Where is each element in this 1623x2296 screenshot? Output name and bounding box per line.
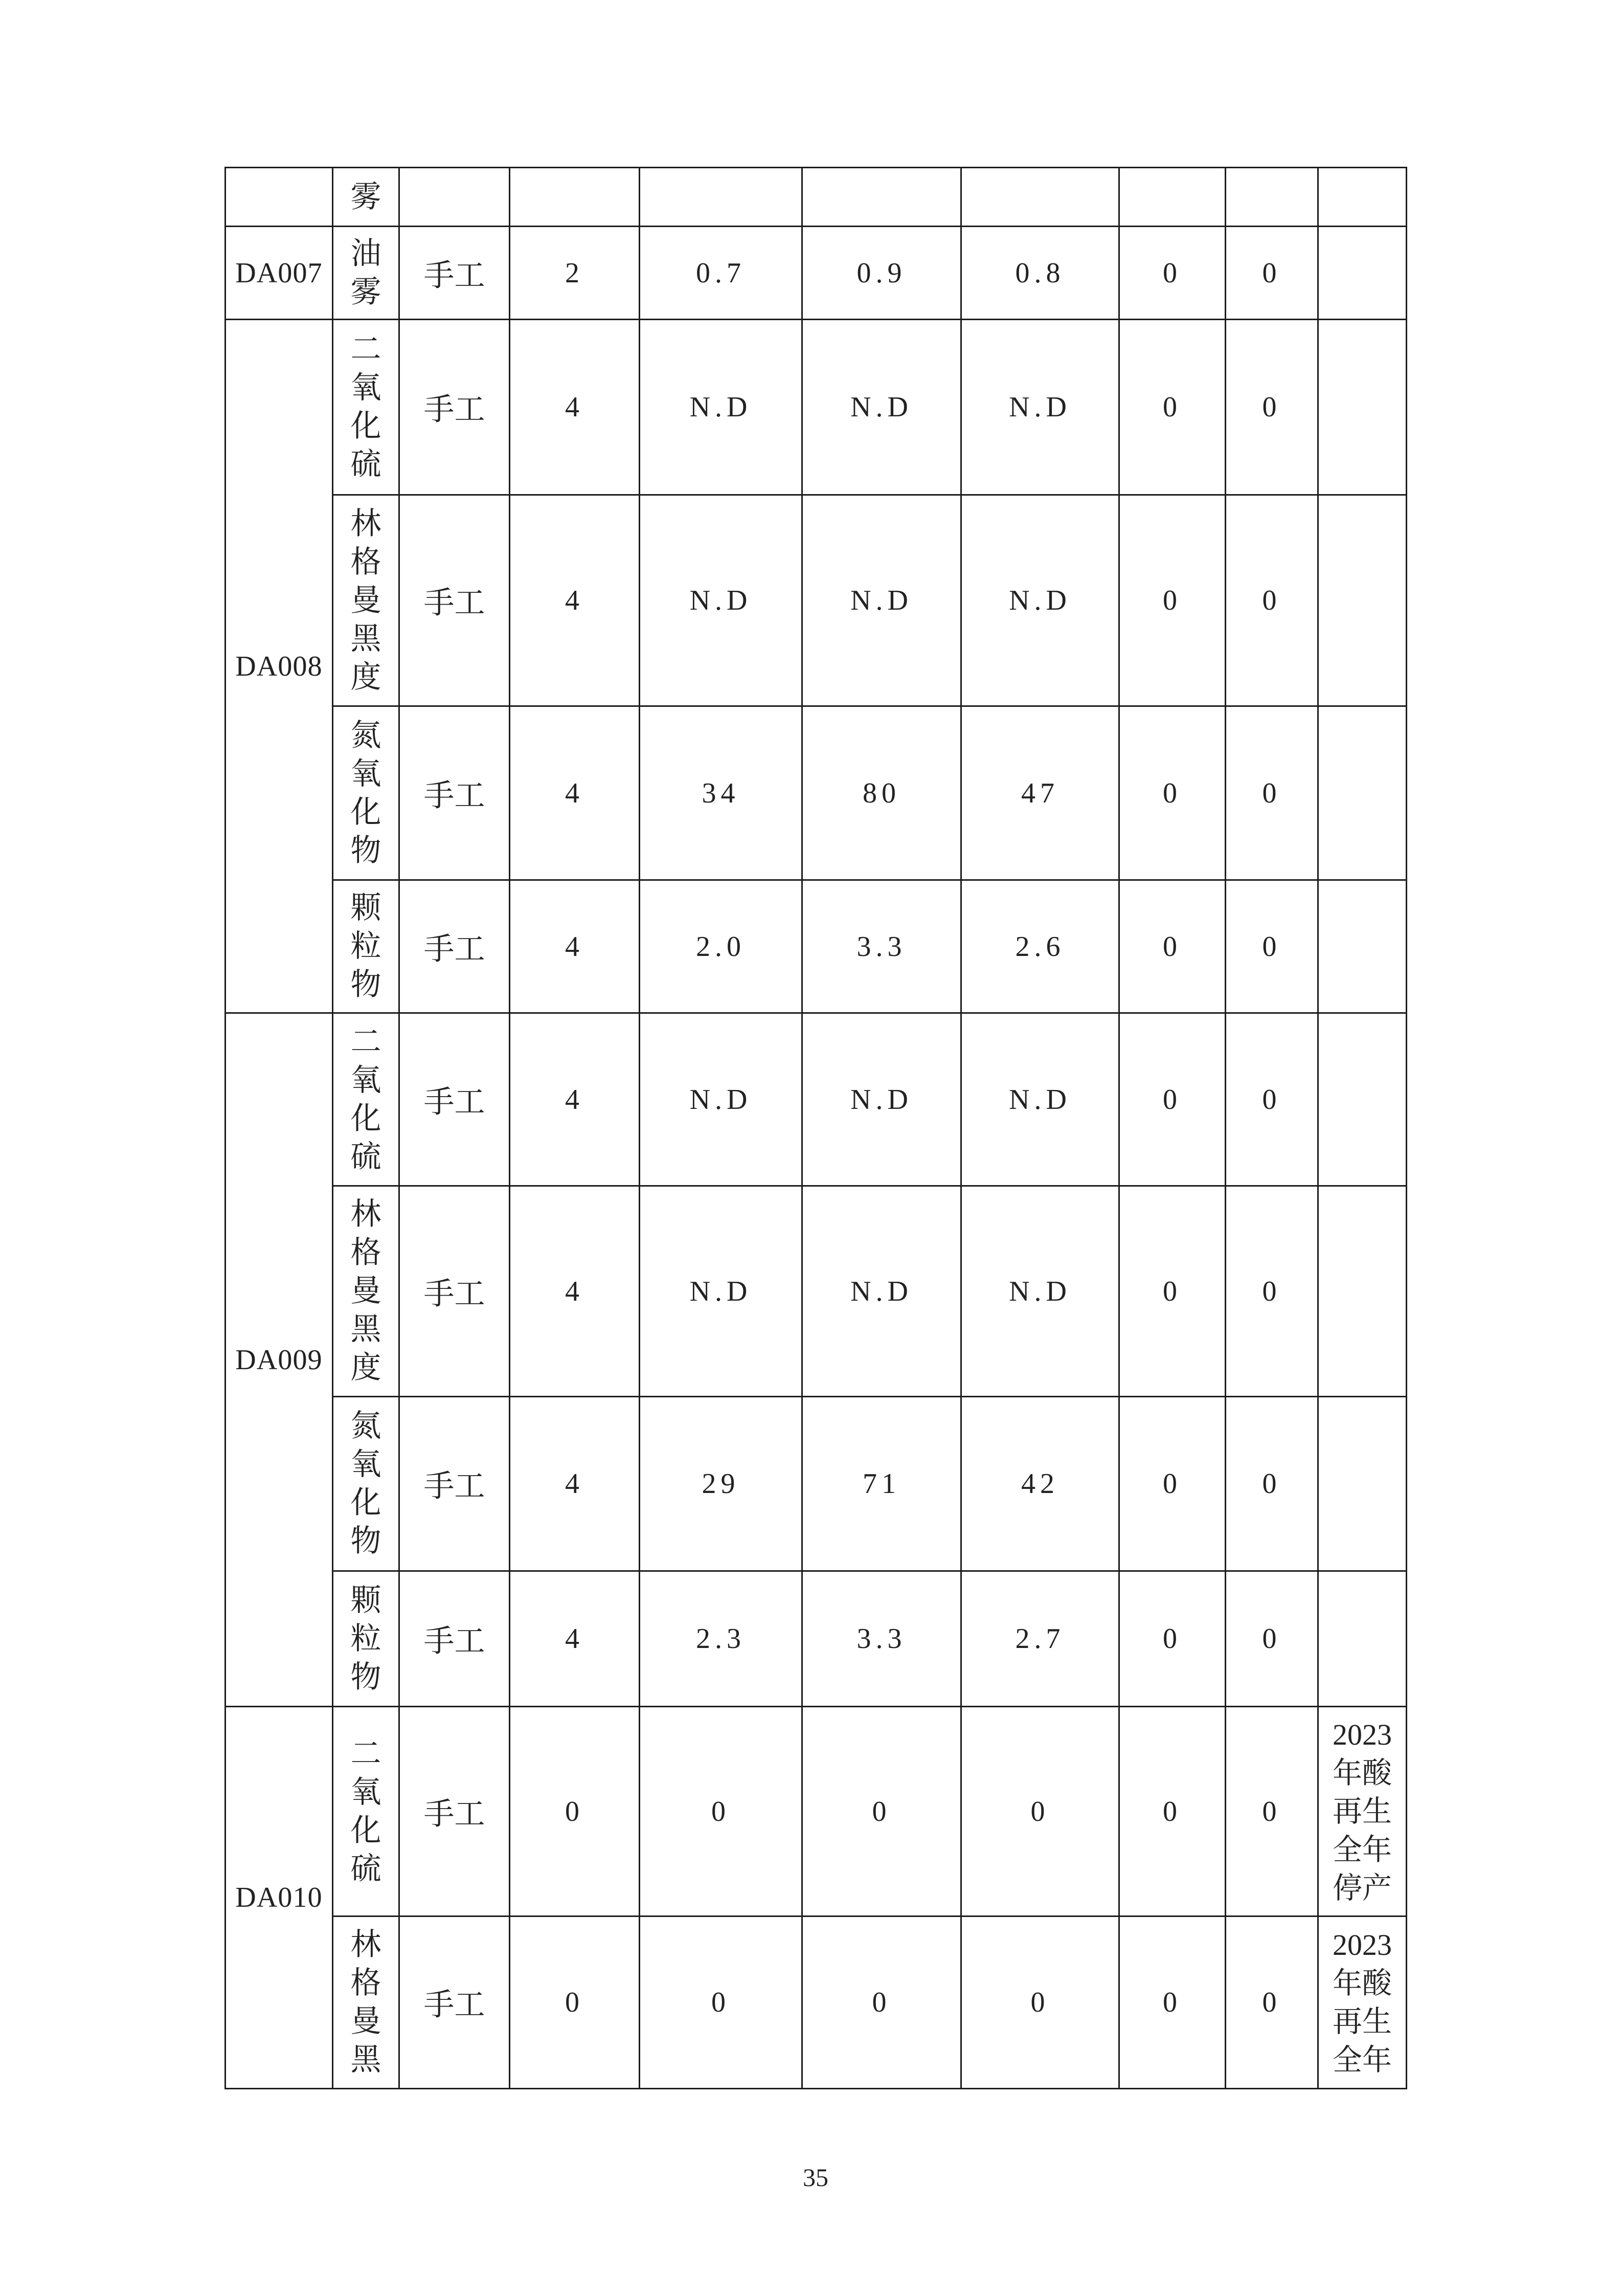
table-row	[226, 227, 1407, 320]
min-cell: N.D	[640, 320, 802, 495]
pollutant-label: 林格曼黑度	[350, 506, 381, 694]
max-cell: 3.3	[802, 1571, 961, 1707]
remark-cell	[1318, 1707, 1407, 1916]
pollutant-label: 雾	[350, 180, 381, 214]
min-cell: N.D	[640, 1186, 802, 1397]
method-cell: 手工	[399, 1571, 510, 1707]
col8-cell: 0	[1119, 880, 1226, 1013]
avg-cell: 2.6	[961, 880, 1119, 1013]
avg-cell: 0	[961, 1916, 1119, 2089]
avg-cell: 2.7	[961, 1571, 1119, 1707]
col9-cell: 0	[1226, 1571, 1318, 1707]
pollutant-label: 油雾	[350, 236, 381, 309]
count-cell: 4	[510, 1013, 640, 1186]
avg-cell	[961, 168, 1119, 227]
pollutant-cell	[333, 320, 399, 495]
method-cell: 手工	[399, 1707, 510, 1916]
min-cell: 0.7	[640, 227, 802, 320]
col9-cell	[1226, 168, 1318, 227]
count-cell: 0	[510, 1707, 640, 1916]
col8-cell: 0	[1119, 227, 1226, 320]
avg-cell: 42	[961, 1397, 1119, 1571]
col8-cell: 0	[1119, 1013, 1226, 1186]
pollutant-cell	[333, 168, 399, 227]
pollutant-cell	[333, 227, 399, 320]
method-cell: 手工	[399, 880, 510, 1013]
table-row	[226, 320, 1407, 495]
max-cell: N.D	[802, 1013, 961, 1186]
pollutant-cell	[333, 1013, 399, 1186]
max-cell: N.D	[802, 1186, 961, 1397]
count-cell: 4	[510, 1186, 640, 1397]
count-cell: 4	[510, 1571, 640, 1707]
col8-cell	[1119, 168, 1226, 227]
pollutant-label: 颗粒物	[350, 891, 381, 1001]
remark-cell	[1318, 1571, 1407, 1707]
method-cell: 手工	[399, 320, 510, 495]
pollutant-cell	[333, 1571, 399, 1707]
max-cell: 0.9	[802, 227, 961, 320]
col8-cell: 0	[1119, 1707, 1226, 1916]
max-cell: N.D	[802, 320, 961, 495]
pollutant-cell	[333, 1916, 399, 2089]
col8-cell: 0	[1119, 1186, 1226, 1397]
avg-cell: N.D	[961, 320, 1119, 495]
outlet-cell: DA007	[226, 227, 333, 320]
col8-cell: 0	[1119, 706, 1226, 880]
min-cell: 34	[640, 706, 802, 880]
col8-cell: 0	[1119, 320, 1226, 495]
col9-cell: 0	[1226, 320, 1318, 495]
col9-cell: 0	[1226, 227, 1318, 320]
min-cell: 29	[640, 1397, 802, 1571]
pollutant-cell	[333, 1707, 399, 1916]
outlet-cell: DA009	[226, 1013, 333, 1707]
max-cell: 0	[802, 1916, 961, 2089]
max-cell: 0	[802, 1707, 961, 1916]
min-cell	[640, 168, 802, 227]
method-cell: 手工	[399, 1397, 510, 1571]
remark-cell	[1318, 320, 1407, 495]
max-cell: 3.3	[802, 880, 961, 1013]
outlet-cell	[226, 168, 333, 227]
avg-cell: 0.8	[961, 227, 1119, 320]
table-row	[226, 1916, 1407, 2089]
table-row	[226, 168, 1407, 227]
pollutant-label: 氮氧化物	[350, 718, 381, 867]
pollutant-label: 二氧化硫	[350, 1736, 381, 1886]
remark-cell	[1318, 495, 1407, 706]
table-row	[226, 880, 1407, 1013]
monitoring-table	[224, 167, 1407, 2089]
method-cell: 手工	[399, 227, 510, 320]
avg-cell: N.D	[961, 495, 1119, 706]
min-cell: 0	[640, 1707, 802, 1916]
count-cell: 4	[510, 495, 640, 706]
col9-cell: 0	[1226, 706, 1318, 880]
col9-cell: 0	[1226, 1707, 1318, 1916]
col8-cell: 0	[1119, 1397, 1226, 1571]
remark-cell	[1318, 1186, 1407, 1397]
outlet-cell: DA008	[226, 320, 333, 1013]
col8-cell: 0	[1119, 1916, 1226, 2089]
remark-cell	[1318, 1916, 1407, 2089]
pollutant-label: 林格曼黑	[350, 1928, 381, 2077]
remark-cell	[1318, 227, 1407, 320]
remark-text: 2023年酸再生全年	[1332, 1928, 1392, 2077]
remark-text: 2023年酸再生全年停产	[1332, 1718, 1392, 1905]
max-cell: 80	[802, 706, 961, 880]
count-cell: 2	[510, 227, 640, 320]
pollutant-cell	[333, 495, 399, 706]
method-cell	[399, 168, 510, 227]
pollutant-label: 林格曼黑度	[350, 1197, 381, 1385]
table-row	[226, 1186, 1407, 1397]
method-cell: 手工	[399, 1186, 510, 1397]
count-cell: 4	[510, 880, 640, 1013]
method-cell: 手工	[399, 1916, 510, 2089]
table-row	[226, 495, 1407, 706]
avg-cell: 47	[961, 706, 1119, 880]
col9-cell: 0	[1226, 495, 1318, 706]
col9-cell: 0	[1226, 1186, 1318, 1397]
count-cell: 0	[510, 1916, 640, 2089]
method-cell: 手工	[399, 706, 510, 880]
max-cell	[802, 168, 961, 227]
avg-cell: N.D	[961, 1013, 1119, 1186]
remark-cell	[1318, 880, 1407, 1013]
col9-cell: 0	[1226, 1013, 1318, 1186]
pollutant-label: 颗粒物	[350, 1583, 381, 1694]
min-cell: N.D	[640, 1013, 802, 1186]
col9-cell: 0	[1226, 880, 1318, 1013]
table-row	[226, 1397, 1407, 1571]
col8-cell: 0	[1119, 495, 1226, 706]
remark-cell	[1318, 706, 1407, 880]
pollutant-label: 氮氧化物	[350, 1409, 381, 1558]
min-cell: 0	[640, 1916, 802, 2089]
min-cell: 2.3	[640, 1571, 802, 1707]
col8-cell: 0	[1119, 1571, 1226, 1707]
count-cell: 4	[510, 320, 640, 495]
page-number: 35	[803, 2163, 828, 2192]
remark-cell	[1318, 1013, 1407, 1186]
pollutant-cell	[333, 880, 399, 1013]
count-cell	[510, 168, 640, 227]
pollutant-cell	[333, 1397, 399, 1571]
avg-cell: N.D	[961, 1186, 1119, 1397]
pollutant-label: 二氧化硫	[350, 332, 381, 481]
remark-cell	[1318, 168, 1407, 227]
col9-cell: 0	[1226, 1916, 1318, 2089]
count-cell: 4	[510, 1397, 640, 1571]
min-cell: 2.0	[640, 880, 802, 1013]
table-row	[226, 1013, 1407, 1186]
outlet-cell: DA010	[226, 1707, 333, 2089]
pollutant-cell	[333, 706, 399, 880]
avg-cell: 0	[961, 1707, 1119, 1916]
max-cell: N.D	[802, 495, 961, 706]
min-cell: N.D	[640, 495, 802, 706]
table-row	[226, 1707, 1407, 1916]
table-row	[226, 1571, 1407, 1707]
pollutant-cell	[333, 1186, 399, 1397]
col9-cell: 0	[1226, 1397, 1318, 1571]
method-cell: 手工	[399, 1013, 510, 1186]
pollutant-label: 二氧化硫	[350, 1024, 381, 1174]
remark-cell	[1318, 1397, 1407, 1571]
count-cell: 4	[510, 706, 640, 880]
method-cell: 手工	[399, 495, 510, 706]
max-cell: 71	[802, 1397, 961, 1571]
table-row	[226, 706, 1407, 880]
